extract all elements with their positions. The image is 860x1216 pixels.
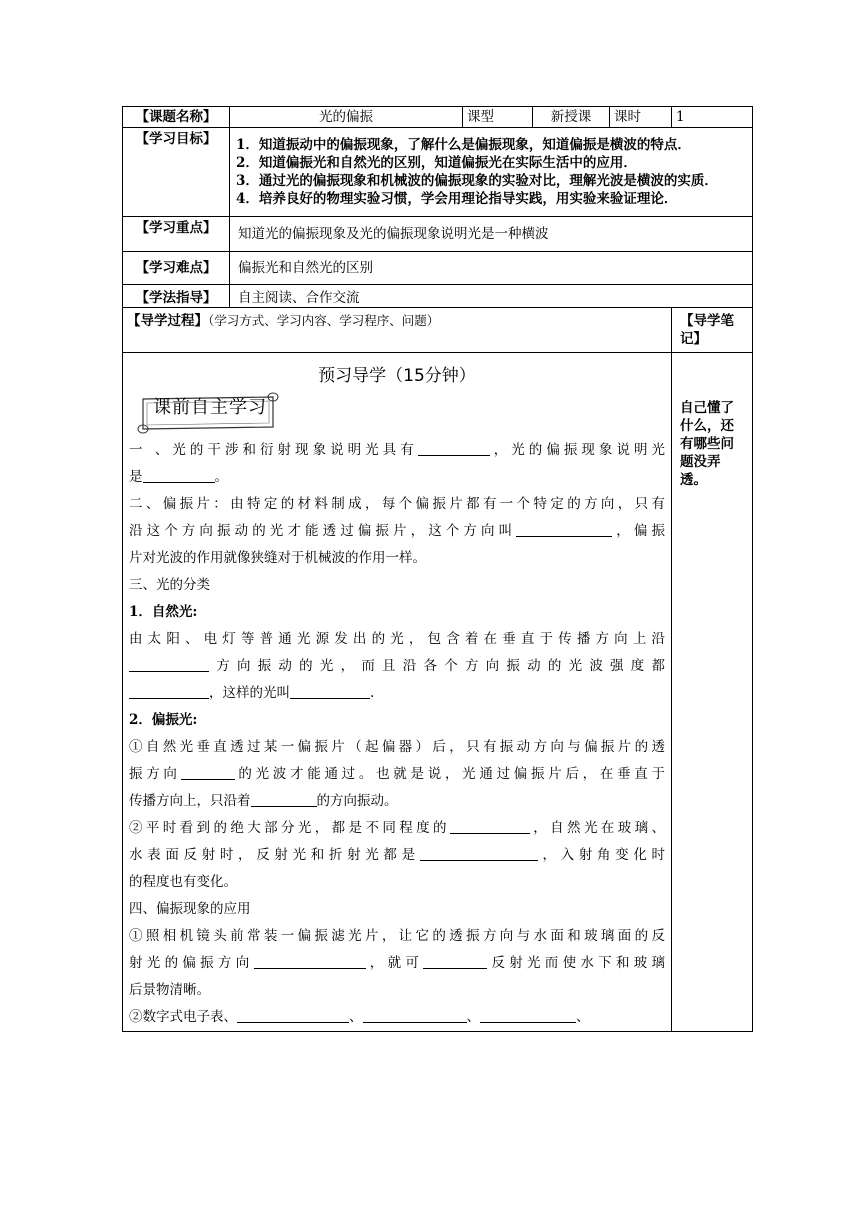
goal-item: 1．知道振动中的偏振现象，了解什么是偏振现象，知道偏振是横波的特点． (236, 137, 691, 153)
s3-2-line6: 的程度也有变化。 (129, 874, 237, 890)
preview-content (123, 353, 672, 1032)
goals-label: 【学习目标】 (123, 128, 230, 217)
s3-1-title: 1．自然光: (129, 604, 198, 620)
s3-1-line3: ，这样的光叫 . (129, 680, 665, 707)
notes-column (672, 353, 753, 1032)
side-note-line: 自己懂了什么，还 (680, 400, 734, 434)
method-value: 自主阅读、合作交流 (230, 285, 753, 308)
s2-line1: 二、偏振片：由特定的材料制成，每个偏振片都有一个特定的方向，只有 (129, 496, 665, 512)
title-value: 光的偏振 (230, 107, 463, 128)
section-banner (135, 391, 281, 437)
s4-line2: 射光的偏振方向 ，就可 反射光而使水下和玻璃 (129, 950, 665, 977)
s3-title: 三、光的分类 (129, 577, 210, 593)
header-row (123, 107, 753, 128)
s2-line2: 沿这个方向振动的光才能透过偏振片，这个方向叫 ，偏振 (129, 518, 665, 545)
s3-2-line4: ②平时看到的绝大部分光，都是不同程度的 ，自然光在玻璃、 (129, 815, 665, 842)
s4-title: 四、偏振现象的应用 (129, 901, 251, 917)
s4-line4: ②数字式电子表、 、 、 、 (129, 1004, 665, 1031)
lesson-plan-table (122, 106, 753, 1032)
goals-list (230, 128, 753, 217)
focus-value: 知道光的偏振现象及光的偏振现象说明光是一种横波 (230, 217, 753, 252)
period-label: 课时 (610, 107, 672, 128)
s1-line1: 一 、光的干涉和衍射现象说明光具有 ，光的偏振现象说明光 (129, 437, 665, 464)
preview-row (123, 353, 753, 1032)
side-note-line: 透。 (680, 472, 707, 488)
banner-label: 课前自主学习 (153, 397, 267, 418)
s3-2-title: 2．偏振光: (129, 712, 198, 728)
goal-item: 4．培养良好的物理实验习惯，学会用理论指导实践，用实验来验证理论． (236, 191, 678, 207)
s3-2-line3: 传播方向上，只沿着 的方向振动。 (129, 788, 665, 815)
title-label: 【课题名称】 (123, 107, 230, 128)
focus-label: 【学习重点】 (123, 217, 230, 252)
focus-row (123, 217, 753, 252)
process-header (123, 308, 672, 353)
s3-1-line2: 方向振动的光，而且沿各个方向振动的光波强度都 (129, 653, 665, 680)
s3-2-line1: ①自然光垂直透过某一偏振片（起偏器）后，只有振动方向与偏振片的透 (129, 739, 665, 755)
type-value: 新授课 (533, 107, 610, 128)
notes-label: 【导学笔记】 (672, 308, 753, 353)
s1-line2: 是 。 (129, 464, 665, 491)
s3-1-line1: 由太阳、电灯等普通光源发出的光，包含着在垂直于传播方向上沿 (129, 631, 665, 647)
preview-title: 预习导学（15分钟） (318, 366, 476, 386)
process-header-row (123, 308, 753, 353)
difficulty-row (123, 252, 753, 285)
process-label: 【导学过程】 (127, 313, 208, 329)
period-value: 1 (672, 107, 753, 128)
process-note: （学习方式、学习内容、学习程序、问题） (208, 313, 440, 328)
method-row (123, 285, 753, 308)
s3-2-line5: 水表面反射时，反射光和折射光都是 ，入射角变化时 (129, 842, 665, 869)
difficulty-label: 【学习难点】 (123, 252, 230, 285)
difficulty-value: 偏振光和自然光的区别 (230, 252, 753, 285)
goal-item: 2．知道偏振光和自然光的区别，知道偏振光在实际生活中的应用． (236, 155, 637, 171)
goal-item: 3．通过光的偏振现象和机械波的偏振现象的实验对比，理解光波是横波的实质． (236, 173, 718, 189)
s3-2-line2: 振方向 的光波才能通过。也就是说，光通过偏振片后，在垂直于 (129, 761, 665, 788)
side-note-line: 有哪些问题没弄 (680, 436, 734, 470)
goals-row (123, 128, 753, 217)
s4-line3: 后景物清晰。 (129, 982, 210, 998)
type-label: 课型 (463, 107, 533, 128)
s4-line1: ①照相机镜头前常装一偏振滤光片，让它的透振方向与水面和玻璃面的反 (129, 928, 665, 944)
s2-line3: 片对光波的作用就像狭缝对于机械波的作用一样。 (129, 550, 426, 566)
method-label: 【学法指导】 (123, 285, 230, 308)
